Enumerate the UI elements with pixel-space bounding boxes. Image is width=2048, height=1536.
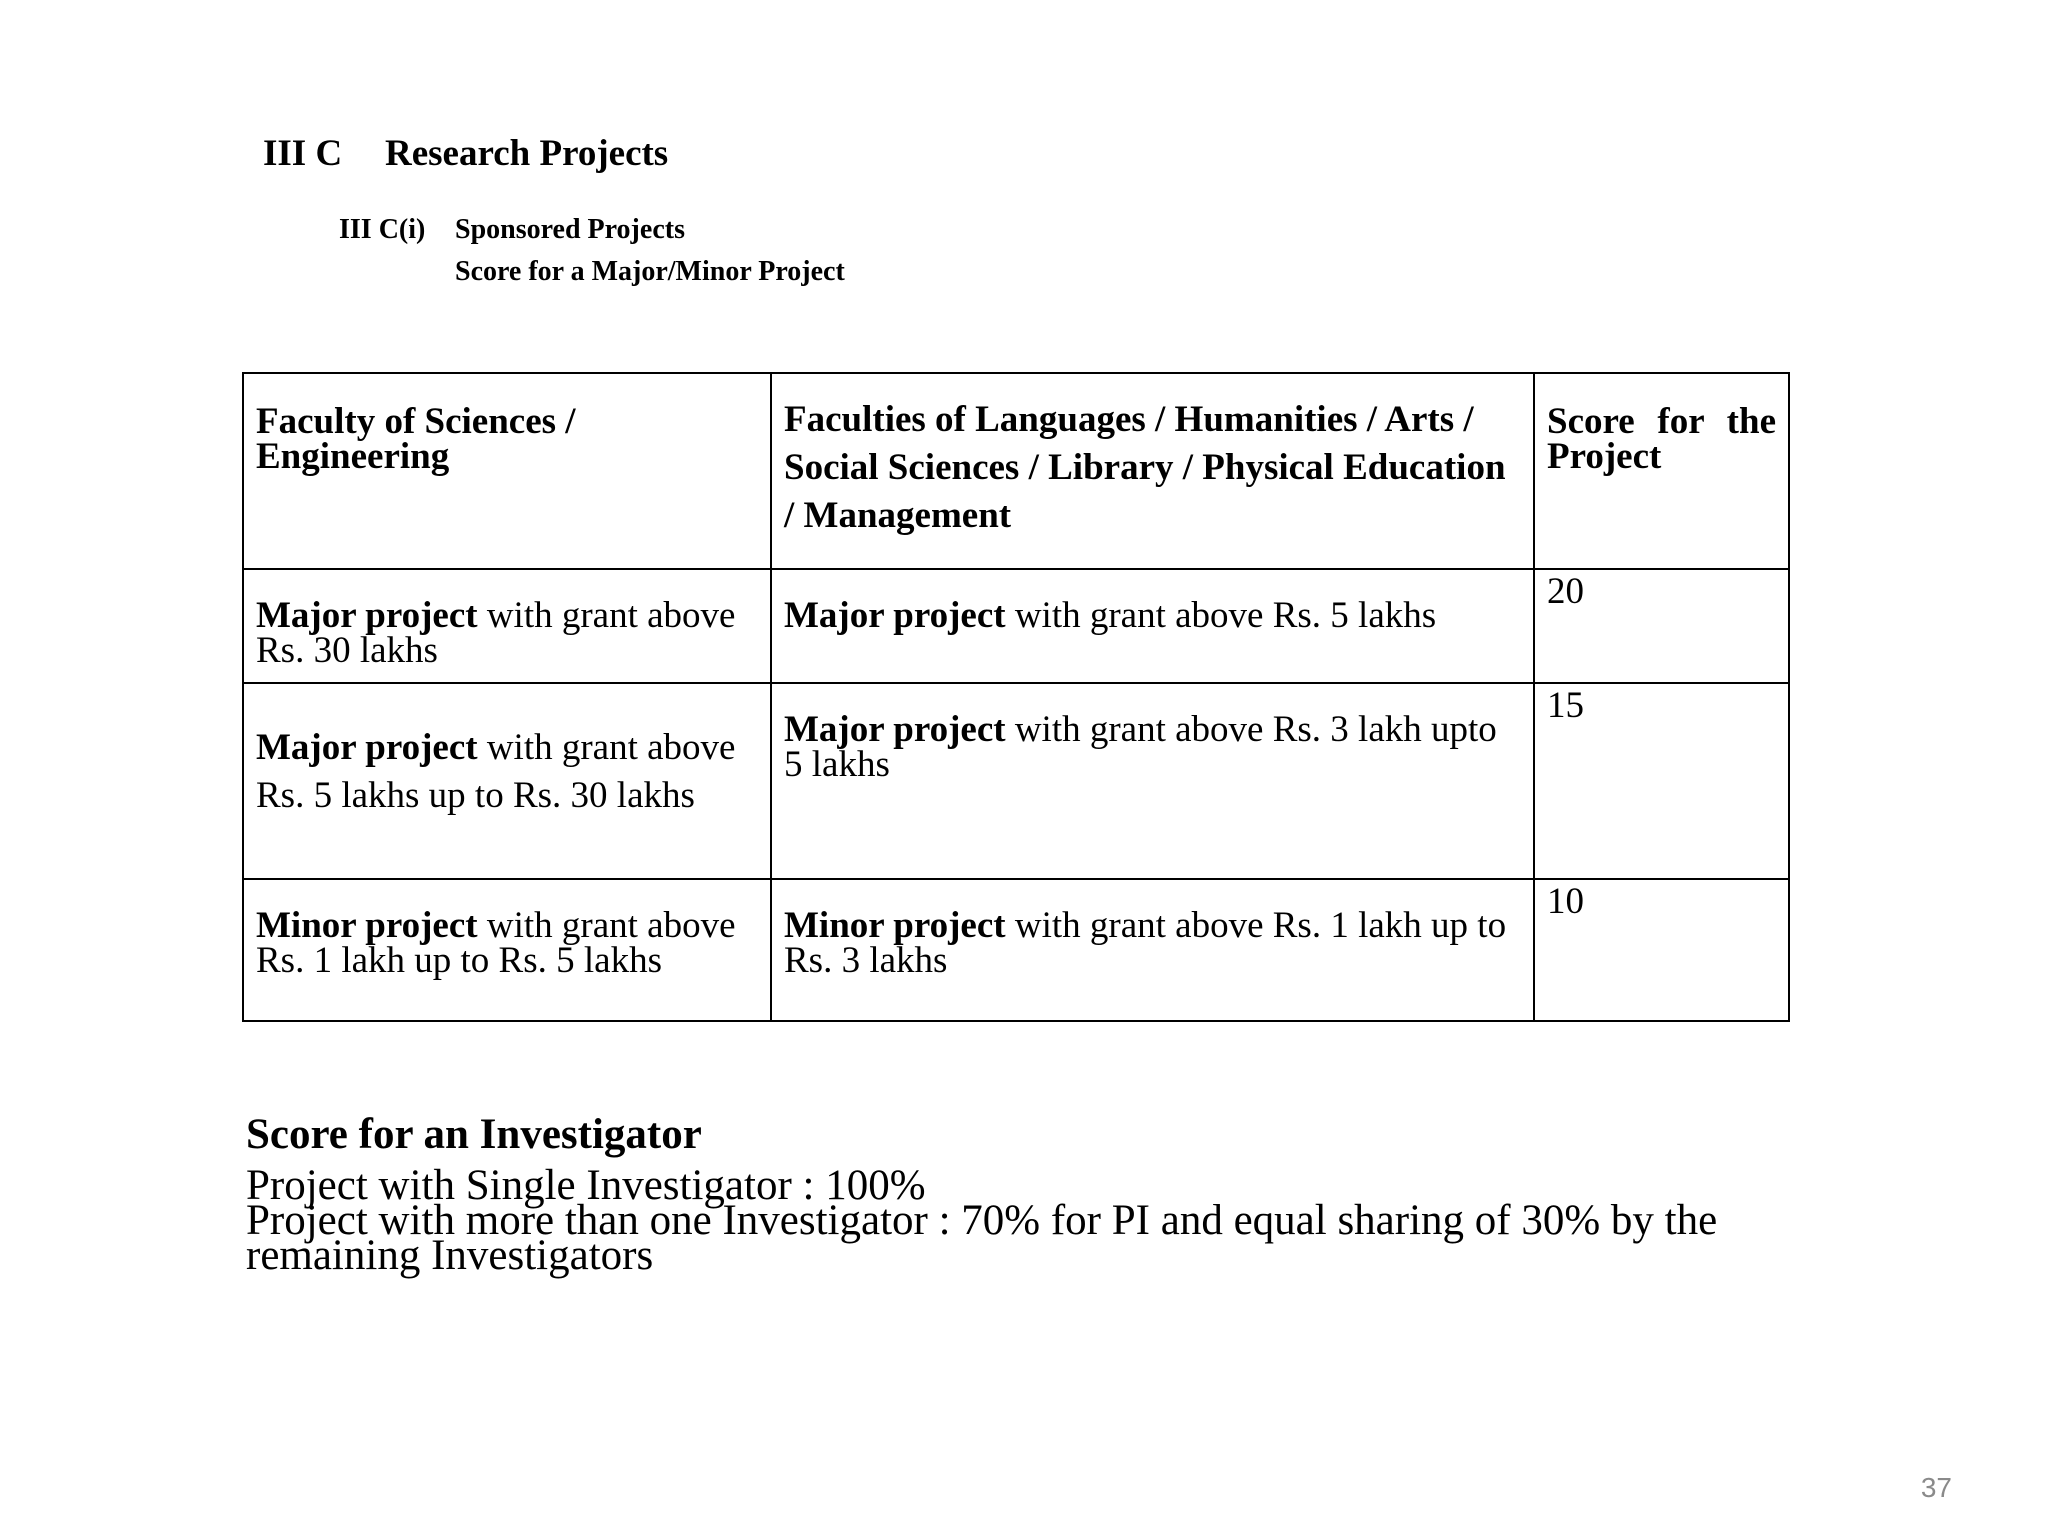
single-investigator-line: Project with Single Investigator : 100% [246, 1162, 926, 1209]
cell-bold-label: Major project [784, 709, 1006, 750]
cell-rest-text: with grant above Rs. 1 lakh up to Rs. 5 lakhs [256, 905, 736, 981]
table-cell [771, 569, 1534, 683]
cell-bold-label: Major project [784, 595, 1006, 636]
table-row [243, 879, 1789, 1021]
cell-bold-label: Major project [256, 595, 478, 636]
investigator-score-title: Score for an Investigator [246, 1111, 702, 1158]
cell-score: 15 [1547, 685, 1584, 726]
table-cell [243, 879, 771, 1021]
table-row [243, 569, 1789, 683]
cell-rest-text: with grant above Rs. 5 lakhs up to Rs. 30 lakhs [256, 727, 736, 816]
cell-sciences-text [256, 684, 758, 820]
table-header-cell [1534, 373, 1789, 569]
table-cell [1534, 683, 1789, 879]
page-number: 37 [1920, 1472, 1952, 1503]
cell-score: 20 [1547, 571, 1584, 612]
table-cell [1534, 569, 1789, 683]
cell-rest-text: with grant above Rs. 5 lakhs [1005, 595, 1437, 636]
cell-bold-label: Minor project [256, 905, 478, 946]
subsection-title: Sponsored Projects [455, 214, 685, 245]
cell-bold-label: Minor project [784, 905, 1006, 946]
header-humanities: Faculties of Languages / Humanities / Arts / Social Sciences / Library / Physical Education / Management [784, 399, 1506, 536]
table-cell [1534, 879, 1789, 1021]
subsection-number: III C(i) [339, 214, 426, 245]
table-header-cell [243, 373, 771, 569]
section-title: Research Projects [385, 133, 669, 174]
cell-rest-text: with grant above Rs. 30 lakhs [256, 595, 736, 671]
table-cell [243, 569, 771, 683]
subsection-heading [339, 214, 685, 246]
section-heading [263, 132, 668, 175]
section-number: III C [263, 133, 343, 174]
table-row [243, 683, 1789, 879]
project-score-table [242, 372, 1790, 1022]
header-score: Score for the Project [1547, 401, 1776, 477]
cell-sciences-text [256, 880, 758, 981]
cell-humanities-text [784, 684, 1521, 785]
header-sciences: Faculty of Sciences / Engineering [256, 401, 576, 477]
cell-humanities-text [784, 880, 1521, 981]
table-header-cell [771, 373, 1534, 569]
table-cell [771, 683, 1534, 879]
subsection-subtitle: Score for a Major/Minor Project [455, 256, 845, 287]
cell-humanities-text [784, 570, 1521, 636]
investigator-score-body [246, 1162, 1806, 1279]
cell-bold-label: Major project [256, 727, 478, 768]
cell-rest-text: with grant above Rs. 3 lakh upto 5 lakhs [784, 709, 1497, 785]
cell-score: 10 [1547, 881, 1584, 922]
multi-investigator-line: Project with more than one Investigator : 70% for PI and equal sharing of 30% by the remaining Investigators [246, 1197, 1718, 1279]
cell-sciences-text [256, 570, 758, 671]
table-header-row [243, 373, 1789, 569]
table-cell [771, 879, 1534, 1021]
cell-rest-text: with grant above Rs. 1 lakh up to Rs. 3 lakhs [784, 905, 1507, 981]
table-cell [243, 683, 771, 879]
